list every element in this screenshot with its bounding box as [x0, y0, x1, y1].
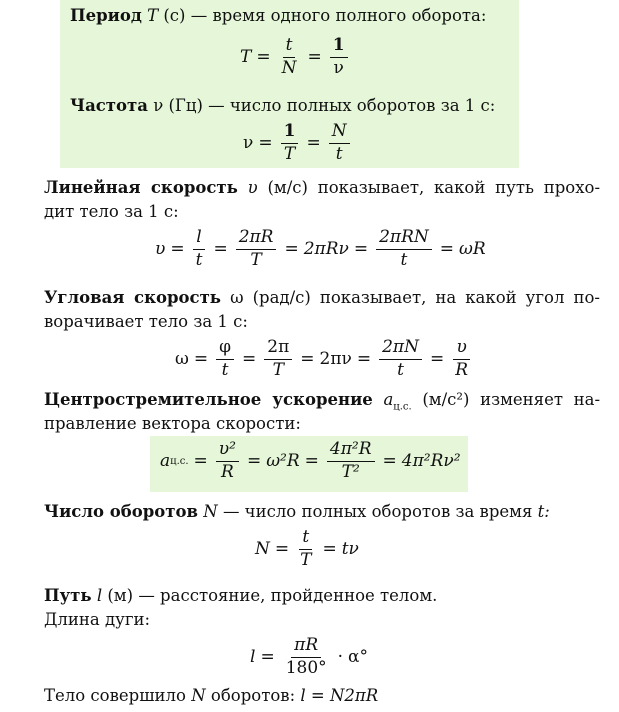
fraction [376, 228, 432, 270]
period-title: Период [70, 6, 142, 25]
angular-speed-formula: ω = $\frac{\varphi}{t}$ = $\frac{2\pi}{T}$ = 2πν = $\frac{2\pi N}{t}$ = $\frac{\upsilon}{R}$ [175, 338, 474, 380]
final-text: Тело совершило [44, 686, 186, 705]
linear-speed-formula: υ = $\frac{l}{t}$ = $\frac{2\pi R}{T}$ = 2πRν = $\frac{\text{2πRN}}{t}$ = ωR [155, 227, 486, 270]
path-final-line [44, 686, 378, 705]
period-desc: — время одного полного оборота: [190, 6, 487, 25]
numerator: υ [453, 338, 469, 360]
numerator: 1 [330, 36, 348, 58]
centripetal-symbol [383, 390, 412, 413]
revolutions-symbol: N [203, 502, 218, 521]
frequency-unit: (Гц) [168, 96, 203, 115]
numerator: 4π²R [327, 440, 375, 462]
revolutions-formula: N = $\frac{t}{T}$ = tν [255, 527, 359, 570]
denominator: T [300, 549, 312, 570]
denominator: T² [341, 461, 360, 482]
fraction [327, 440, 375, 482]
frequency-formula: ν = $\frac{1}{T}$ = $\frac{N}{t}$ [243, 122, 353, 164]
formula-term: T [240, 47, 252, 68]
formula-subscript: ц.с. [170, 455, 189, 467]
numerator: 2π [264, 338, 292, 360]
numerator: 2πRN [376, 228, 432, 250]
revolutions-time-symbol: t: [537, 502, 550, 521]
denominator: t [221, 359, 229, 380]
fraction [330, 36, 348, 78]
symbol-letter: a [383, 390, 394, 409]
centripetal-desc: (м/с²) изменяет на- [422, 390, 601, 409]
path-title: Путь [44, 586, 92, 605]
formula-term: α° [348, 647, 369, 668]
denominator: T [283, 143, 296, 164]
numerator: 2πN [379, 338, 422, 360]
linear-speed-desc: (м/с) показывает, какой путь прохо- [267, 178, 601, 197]
revolutions-title: Число оборотов [44, 502, 198, 521]
linear-speed-line2: дит тело за 1 с: [44, 202, 179, 221]
numerator: l [193, 228, 204, 250]
linear-speed-title: Линейная скорость [44, 178, 238, 197]
denominator: N [281, 57, 297, 78]
fraction [216, 338, 234, 380]
denominator: T [250, 249, 262, 270]
linear-speed-line1 [44, 178, 600, 197]
denominator: t [397, 359, 404, 380]
arc-length-label: Длина дуги: [44, 610, 151, 629]
revolutions-desc: — число полных оборотов за время [222, 502, 533, 521]
centripetal-formula: a ц.с. = $\frac{\text{υ²}}{R}$ = ω²R = $\frac{\text{4π²R}}{\text{T²}}$ = 4π²Rν² [160, 439, 461, 482]
formula-term: 2πRν [303, 239, 349, 260]
period-symbol: T [147, 6, 159, 25]
numerator: 2πR [236, 228, 277, 250]
period-formula: T = $\frac{t}{N}$ = $\frac{1}{\nu}$ [240, 36, 351, 78]
centripetal-line1 [44, 390, 600, 412]
centripetal-title: Центростремительное ускорение [44, 390, 373, 409]
fraction [264, 338, 292, 380]
angular-speed-line2: ворачивает тело за 1 с: [44, 312, 248, 331]
centripetal-line2: правление вектора скорости: [44, 414, 301, 433]
formula-term: 2πν [319, 349, 352, 370]
denominator: t [195, 249, 203, 270]
formula-term: N [255, 539, 270, 560]
fraction [452, 338, 471, 380]
numerator: φ [216, 338, 234, 360]
angular-speed-title: Угловая скорость [44, 288, 222, 307]
formula-term: tν [341, 539, 359, 560]
fraction [236, 228, 277, 270]
numerator: t [299, 528, 312, 550]
angular-speed-symbol: ω [230, 288, 244, 307]
fraction [283, 636, 330, 678]
frequency-definition [70, 96, 495, 115]
period-definition [70, 6, 486, 25]
formula-term: ω [175, 349, 189, 370]
arc-length-formula: l = $\frac{\pi R}{180^\circ}$ · α° [250, 635, 369, 678]
final-text-2: оборотов: [210, 686, 296, 705]
numerator: 1 [281, 122, 299, 144]
fraction [297, 528, 314, 570]
final-formula: l = N2πR [300, 686, 379, 705]
denominator: t [400, 249, 408, 270]
fraction [379, 338, 422, 380]
fraction [329, 122, 350, 164]
formula-term: ν [243, 133, 254, 154]
fraction [279, 36, 300, 78]
path-symbol: l [96, 586, 103, 605]
frequency-title: Частота [70, 96, 148, 115]
numerator: t [283, 36, 296, 58]
path-definition [44, 586, 437, 605]
denominator: R [220, 461, 234, 482]
formula-term: ω²R [266, 451, 300, 472]
angular-speed-line1 [44, 288, 600, 307]
formula-term: l [250, 647, 256, 668]
denominator: ν [333, 57, 344, 78]
period-unit: (с) [163, 6, 186, 25]
fraction [193, 228, 206, 270]
denominator: 180° [285, 657, 327, 678]
denominator: T [272, 359, 284, 380]
fraction [216, 440, 239, 482]
formula-term: 4π²Rν² [401, 451, 461, 472]
linear-speed-symbol: υ [247, 178, 258, 197]
numerator: N [329, 122, 350, 144]
formula-term: υ [155, 239, 166, 260]
revolutions-definition [44, 502, 550, 521]
symbol-subscript: ц.с. [393, 401, 412, 413]
fraction [281, 122, 299, 164]
final-n-symbol: N [191, 686, 206, 705]
denominator: t [335, 143, 343, 164]
formula-term: a [160, 451, 171, 472]
frequency-desc: — число полных оборотов за 1 с: [208, 96, 496, 115]
path-desc: (м) — расстояние, пройденное телом. [107, 586, 438, 605]
angular-speed-desc: (рад/с) показывает, на какой угол по- [252, 288, 600, 307]
numerator: πR [291, 636, 321, 658]
numerator: υ² [216, 440, 239, 462]
denominator: R [455, 359, 469, 380]
formula-term: ωR [459, 239, 486, 260]
frequency-symbol: ν [153, 96, 164, 115]
